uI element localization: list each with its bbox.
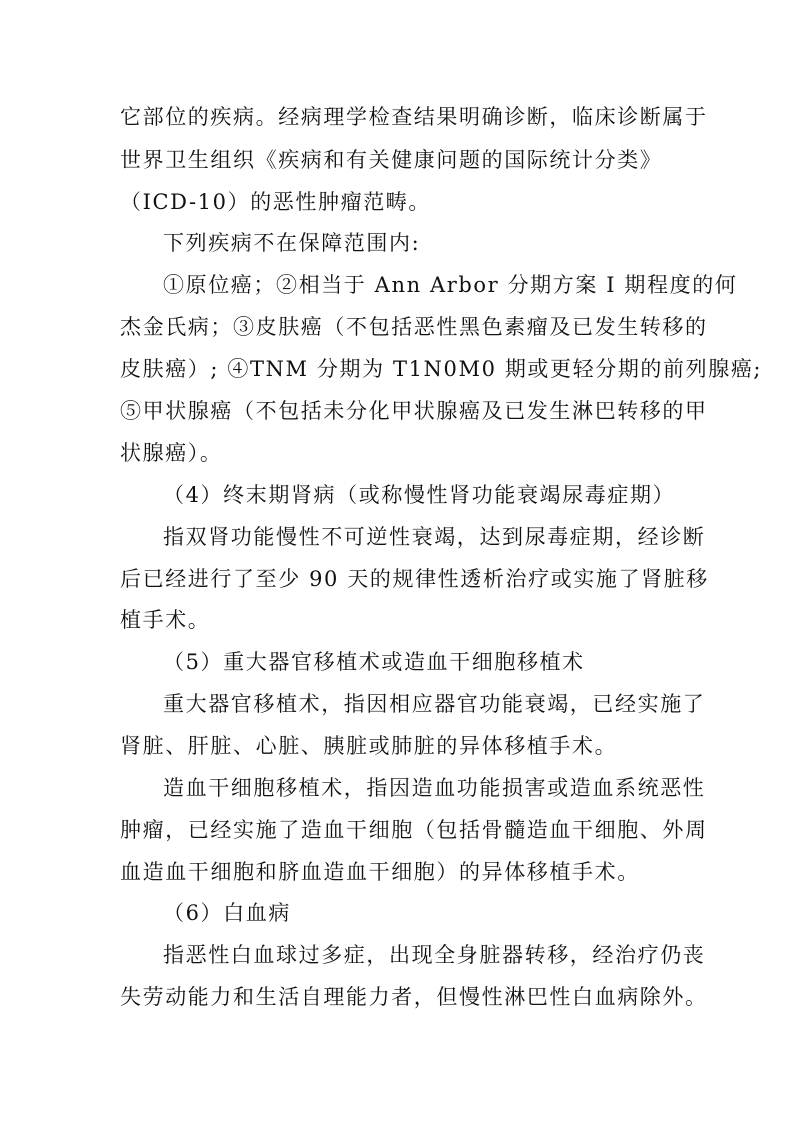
text-line: ⑤甲状腺癌（不包括未分化甲状腺癌及已发生淋巴转移的甲 (120, 399, 708, 423)
section-heading: （4）终末期肾病（或称慢性肾功能衰竭尿毒症期） (163, 483, 676, 507)
text-line: 植手术。 (120, 608, 211, 632)
section-heading: （5）重大器官移植术或造血干细胞移植术 (163, 650, 585, 674)
text-line: 它部位的疾病。经病理学检查结果明确诊断，临床诊断属于 (120, 105, 708, 129)
text-line: 下列疾病不在保障范围内: (163, 231, 421, 255)
text-line: 失劳动能力和生活自理能力者，但慢性淋巴性白血病除外。 (120, 985, 708, 1009)
text-line: ①原位癌；②相当于 Ann Arbor 分期方案 I 期程度的何 (163, 273, 738, 297)
text-line: 状腺癌）。 (120, 441, 223, 465)
text-line: 世界卫生组织《疾病和有关健康问题的国际统计分类》 (120, 148, 663, 172)
text-line: 皮肤癌）; ④TNM 分期为 T1N0M0 期或更轻分期的前列腺癌; (120, 357, 763, 381)
text-line: 指双肾功能慢性不可逆性衰竭，达到尿毒症期，经诊断 (163, 525, 706, 549)
text-line: 肿瘤，已经实施了造血干细胞（包括骨髓造血干细胞、外周 (120, 818, 708, 842)
text-line: 造血干细胞移植术，指因造血功能损害或造血系统恶性 (163, 776, 706, 800)
text-line: 指恶性白血球过多症，出现全身脏器转移，经治疗仍丧 (163, 943, 706, 967)
section-heading: （6）白血病 (163, 901, 291, 925)
text-line: 后已经进行了至少 90 天的规律性透析治疗或实施了肾脏移 (120, 567, 709, 591)
text-line: 重大器官移植术，指因相应器官功能衰竭，已经实施了 (163, 692, 706, 716)
text-line: 杰金氏病；③皮肤癌（不包括恶性黑色素瘤及已发生转移的 (120, 315, 708, 339)
text-line: 肾脏、肝脏、心脏、胰脏或肺脏的异体移植手术。 (120, 734, 618, 758)
text-line: （ICD-10）的恶性肿瘤范畴。 (120, 190, 432, 214)
text-line: 血造血干细胞和脐血造血干细胞）的异体移植手术。 (120, 860, 640, 884)
